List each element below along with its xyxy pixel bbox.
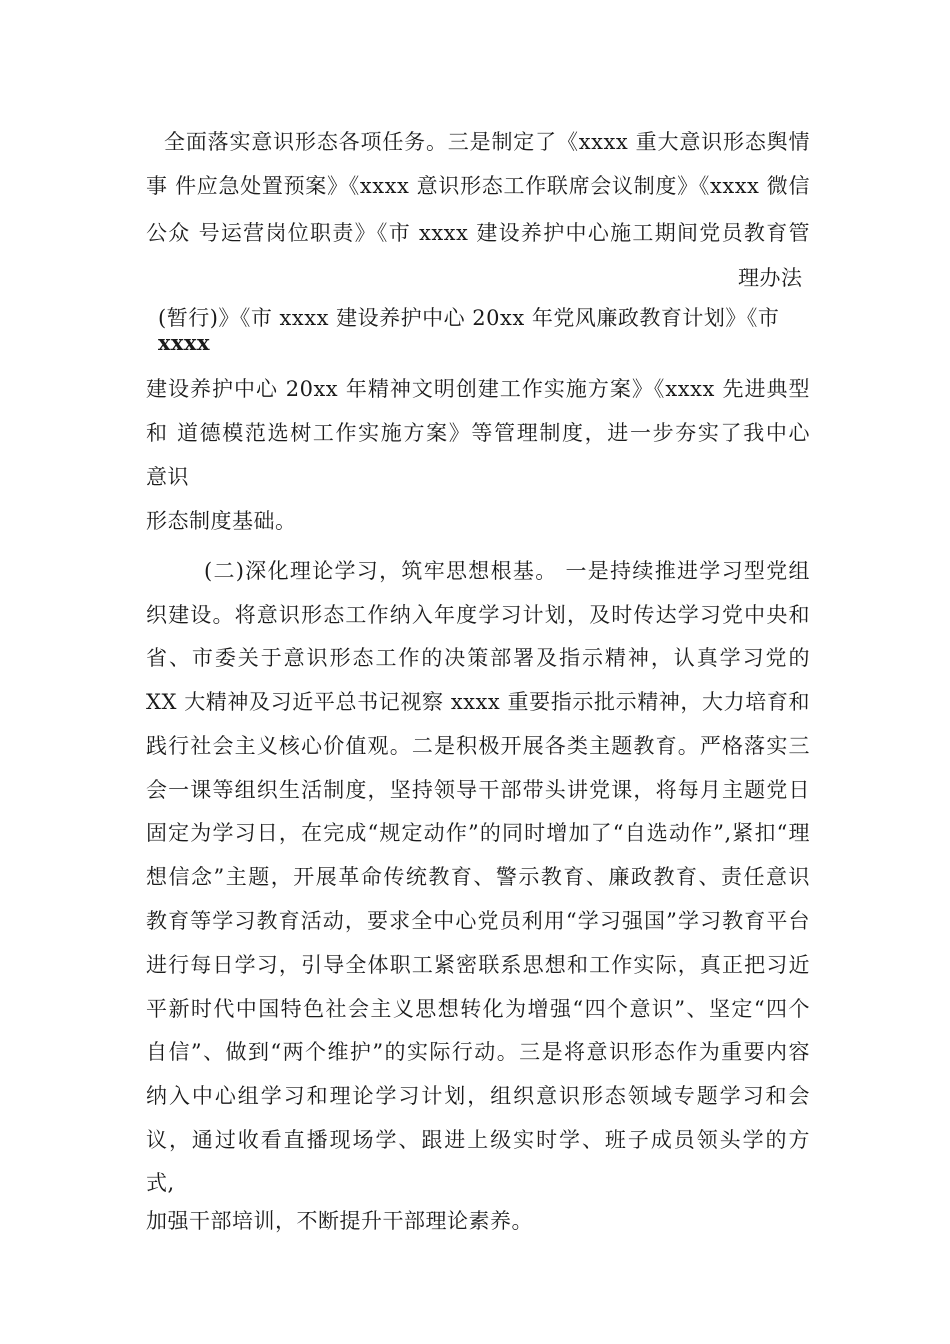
text-line: 理办法: [738, 266, 803, 290]
text-line: 想信念”主题，开展革命传统教育、警示教育、廉政教育、责任意识: [146, 865, 810, 889]
text-line: (二)深化理论学习，筑牢思想根基。 一是持续推进学习型党组: [204, 559, 810, 583]
text-line: 事 件应急处置预案》《xxxx 意识形态工作联席会议制度》《xxxx 微信: [146, 174, 810, 198]
text-line: 平新时代中国特色社会主义思想转化为增强“四个意识”、坚定“四个: [146, 997, 810, 1021]
text-line: 会一课等组织生活制度，坚持领导干部带头讲党课，将每月主题党日: [146, 778, 810, 802]
text-line: 建设养护中心 20xx 年精神文明创建工作实施方案》《xxxx 先进典型: [146, 377, 810, 401]
text-line: xxxx: [158, 330, 211, 355]
text-line: 固定为学习日，在完成“规定动作”的同时增加了“自选动作”,紧扣“理: [146, 821, 810, 845]
text-line: 省、市委关于意识形态工作的决策部署及指示精神，认真学习党的: [146, 646, 810, 670]
text-line: 议，通过收看直播现场学、跟进上级实时学、班子成员领头学的方: [146, 1128, 810, 1152]
text-line: 公众 号运营岗位职责》《市 xxxx 建设养护中心施工期间党员教育管: [146, 221, 810, 245]
text-line: (暂行)》《市 xxxx 建设养护中心 20xx 年党风廉政教育计划》《市: [158, 306, 780, 330]
text-line: 加强干部培训，不断提升干部理论素养。: [146, 1209, 533, 1233]
text-line: 式,: [146, 1171, 175, 1195]
text-line: 进行每日学习，引导全体职工紧密联系思想和工作实际，真正把习近: [146, 953, 810, 977]
text-line: 和 道德模范选树工作实施方案》等管理制度，进一步夯实了我中心: [146, 421, 810, 445]
text-line: 践行社会主义核心价值观。二是积极开展各类主题教育。严格落实三: [146, 734, 810, 758]
text-line: 形态制度基础。: [146, 509, 297, 533]
text-line: 纳入中心组学习和理论学习计划，组织意识形态领域专题学习和会: [146, 1084, 810, 1108]
text-line: 全面落实意识形态各项任务。三是制定了《xxxx 重大意识形态舆情: [164, 130, 810, 154]
text-line: 意识: [146, 465, 189, 489]
text-line: 织建设。将意识形态工作纳入年度学习计划，及时传达学习党中央和: [146, 603, 810, 627]
text-line: 自信”、做到“两个维护”的实际行动。三是将意识形态作为重要内容: [146, 1040, 810, 1064]
text-line: 教育等学习教育活动，要求全中心党员利用“学习强国”学习教育平台: [146, 909, 810, 933]
text-line: XX 大精神及习近平总书记视察 xxxx 重要指示批示精神，大力培育和: [146, 690, 810, 714]
